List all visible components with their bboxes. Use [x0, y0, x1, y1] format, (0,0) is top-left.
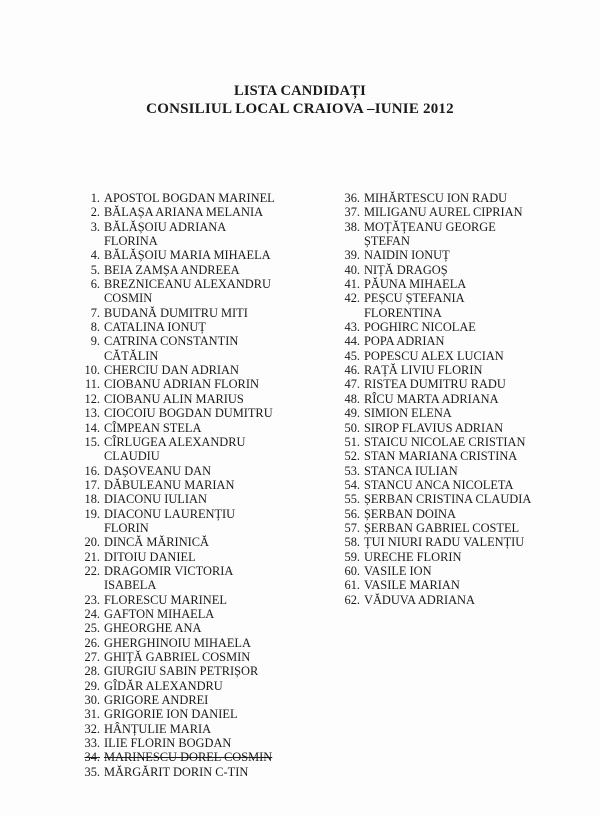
candidate-number: 4. — [90, 248, 100, 263]
candidate-name: RISTEA DUMITRU RADU — [364, 377, 506, 392]
candidate-row — [336, 564, 596, 578]
candidate-row — [76, 607, 338, 621]
candidate-number: 62. — [344, 592, 360, 607]
candidate-row — [336, 392, 596, 406]
candidate-name-continuation: ISABELA — [104, 578, 157, 593]
candidate-number: 8. — [90, 320, 100, 335]
candidate-row — [76, 191, 338, 205]
candidate-name: NIȚĂ DRAGOȘ — [364, 262, 448, 277]
candidate-row — [336, 363, 596, 377]
candidate-name: ȘERBAN DOINA — [364, 506, 456, 521]
candidate-number: 7. — [90, 305, 100, 320]
candidate-row — [336, 191, 596, 205]
candidate-row — [336, 449, 596, 463]
candidate-row — [76, 377, 338, 391]
candidate-number: 37. — [344, 205, 360, 220]
candidate-number: 43. — [344, 320, 360, 335]
candidate-name: ȘERBAN CRISTINA CLAUDIA — [364, 492, 532, 507]
candidate-number: 33. — [84, 736, 100, 751]
candidate-number: 40. — [344, 262, 360, 277]
candidate-row — [76, 220, 338, 234]
candidate-row — [76, 277, 338, 291]
candidate-number: 44. — [344, 334, 360, 349]
candidate-row — [76, 693, 338, 707]
candidate-number: 17. — [84, 477, 100, 492]
candidate-row — [76, 636, 338, 650]
candidate-number: 36. — [344, 191, 360, 205]
candidate-row — [76, 306, 338, 320]
candidate-name: GIURGIU SABIN PETRIȘOR — [104, 664, 259, 679]
candidate-row — [336, 377, 596, 391]
candidate-name: DITOIU DANIEL — [104, 549, 196, 564]
candidate-row — [76, 263, 338, 277]
candidate-row — [336, 507, 596, 521]
candidate-name: GHEORGHE ANA — [104, 621, 202, 636]
candidate-list-right — [336, 191, 596, 607]
candidate-row — [76, 664, 338, 678]
candidate-name: MARINESCU DOREL COSMIN — [104, 750, 273, 765]
candidate-name: PEȘCU ȘTEFANIA — [364, 291, 465, 306]
candidate-number: 38. — [344, 219, 360, 234]
candidate-number: 23. — [84, 592, 100, 607]
document-subtitle: CONSILIUL LOCAL CRAIOVA –IUNIE 2012 — [146, 101, 454, 117]
candidate-number: 52. — [344, 449, 360, 464]
candidate-row — [336, 220, 596, 234]
candidate-name: CATRINA CONSTANTIN — [104, 334, 239, 349]
candidate-number: 13. — [84, 406, 100, 421]
candidate-name: MOȚĂȚEANU GEORGE — [364, 219, 496, 234]
candidate-row — [336, 550, 596, 564]
candidate-row — [336, 535, 596, 549]
candidate-name: BĂLAȘA ARIANA MELANIA — [104, 205, 264, 220]
candidate-name: VASILE ION — [364, 563, 432, 578]
candidate-name: CIOBANU ALIN MARIUS — [104, 391, 244, 406]
candidate-name-continuation: CĂTĂLIN — [104, 348, 159, 363]
candidate-name: GAFTON MIHAELA — [104, 606, 215, 621]
candidate-number: 34. — [84, 750, 100, 765]
candidate-number: 39. — [344, 248, 360, 263]
candidate-name: HÂNȚULIE MARIA — [104, 721, 212, 736]
candidate-name: BĂLĂȘOIU MARIA MIHAELA — [104, 248, 271, 263]
candidate-name: GRIGORE ANDREI — [104, 693, 209, 708]
candidate-name: POPA ADRIAN — [364, 334, 445, 349]
candidate-number: 25. — [84, 621, 100, 636]
candidate-row — [336, 205, 596, 219]
candidate-row — [76, 478, 338, 492]
candidate-name: CIOBANU ADRIAN FLORIN — [104, 377, 259, 392]
candidate-number: 10. — [84, 363, 100, 378]
candidate-number: 35. — [84, 764, 100, 779]
candidate-name: FLORESCU MARINEL — [104, 592, 227, 607]
candidate-row — [336, 406, 596, 420]
candidate-number: 55. — [344, 492, 360, 507]
candidate-number: 48. — [344, 391, 360, 406]
candidate-row — [76, 406, 338, 420]
candidate-row — [336, 248, 596, 262]
candidate-name: ȘERBAN GABRIEL COSTEL — [364, 520, 520, 535]
candidate-number: 31. — [84, 707, 100, 722]
candidate-name: BREZNICEANU ALEXANDRU — [104, 277, 271, 292]
candidate-number: 49. — [344, 406, 360, 421]
candidate-row — [76, 363, 338, 377]
candidate-name: RAȚĂ LIVIU FLORIN — [364, 363, 483, 378]
candidate-row — [76, 707, 338, 721]
candidate-name: RÎCU MARTA ADRIANA — [364, 391, 499, 406]
candidate-row — [76, 765, 338, 779]
candidate-number: 41. — [344, 277, 360, 292]
candidate-number: 42. — [344, 291, 360, 306]
candidate-number: 22. — [84, 563, 100, 578]
candidate-number: 5. — [90, 262, 100, 277]
candidate-row — [336, 421, 596, 435]
candidate-row — [336, 334, 596, 348]
candidate-number: 9. — [90, 334, 100, 349]
document-title: LISTA CANDIDAȚI — [233, 83, 367, 99]
candidate-name: STANCA IULIAN — [364, 463, 458, 478]
candidate-number: 12. — [84, 391, 100, 406]
candidate-number: 54. — [344, 477, 360, 492]
candidate-number: 53. — [344, 463, 360, 478]
candidate-row — [76, 435, 338, 449]
candidate-name: BUDANĂ DUMITRU MITI — [104, 305, 248, 320]
candidate-row — [76, 464, 338, 478]
candidate-number: 28. — [84, 664, 100, 679]
candidate-name-continuation: ȘTEFAN — [364, 234, 410, 249]
candidate-number: 24. — [84, 606, 100, 621]
candidate-number: 2. — [90, 205, 100, 220]
candidate-name: BĂLĂȘOIU ADRIANA — [104, 219, 227, 234]
candidate-row — [76, 650, 338, 664]
candidate-number: 51. — [344, 434, 360, 449]
candidate-row — [76, 334, 338, 348]
candidate-row — [336, 521, 596, 535]
candidate-row — [76, 205, 338, 219]
candidate-number: 29. — [84, 678, 100, 693]
candidate-number: 18. — [84, 492, 100, 507]
candidate-name: GHERGHINOIU MIHAELA — [104, 635, 251, 650]
candidate-row — [76, 722, 338, 736]
candidate-name: DRAGOMIR VICTORIA — [104, 563, 234, 578]
candidate-name: DIACONU LAURENȚIU — [104, 506, 236, 521]
candidate-row — [76, 750, 338, 764]
candidate-row — [336, 435, 596, 449]
candidate-name: SIROP FLAVIUS ADRIAN — [364, 420, 504, 435]
candidate-number: 30. — [84, 693, 100, 708]
candidate-row — [76, 507, 338, 521]
candidate-number: 60. — [344, 563, 360, 578]
candidate-row — [336, 263, 596, 277]
candidate-row — [76, 535, 338, 549]
candidate-name: GÎDĂR ALEXANDRU — [104, 678, 223, 693]
candidate-name: GHIȚĂ GABRIEL COSMIN — [104, 650, 251, 664]
candidate-row — [76, 621, 338, 635]
candidate-name: APOSTOL BOGDAN MARINEL — [104, 191, 275, 205]
candidate-name: DĂBULEANU MARIAN — [104, 477, 235, 492]
candidate-number: 20. — [84, 535, 100, 550]
candidate-number: 47. — [344, 377, 360, 392]
candidate-row — [76, 492, 338, 506]
candidate-row — [336, 320, 596, 334]
candidate-name: SIMION ELENA — [364, 406, 452, 421]
candidate-name: GRIGORIE ION DANIEL — [104, 707, 238, 722]
candidate-name: CATALINA IONUȚ — [104, 320, 206, 335]
candidate-name: URECHE FLORIN — [364, 549, 462, 564]
candidate-row — [336, 492, 596, 506]
candidate-name: STAN MARIANA CRISTINA — [364, 449, 518, 464]
candidate-row — [76, 248, 338, 262]
candidate-number: 19. — [84, 506, 100, 521]
candidate-number: 58. — [344, 535, 360, 550]
candidate-name-continuation: COSMIN — [104, 291, 153, 306]
candidate-row — [336, 593, 596, 607]
candidate-name: CÎRLUGEA ALEXANDRU — [104, 434, 246, 449]
candidate-name: MĂRGĂRIT DORIN C-TIN — [104, 764, 249, 779]
candidate-name: STAICU NICOLAE CRISTIAN — [364, 434, 526, 449]
candidate-name: ILIE FLORIN BOGDAN — [104, 736, 232, 751]
candidate-number: 56. — [344, 506, 360, 521]
candidate-number: 57. — [344, 520, 360, 535]
candidate-name: NAIDIN IONUȚ — [364, 248, 450, 263]
candidate-name: CÎMPEAN STELA — [104, 420, 202, 435]
candidate-name: CHERCIU DAN ADRIAN — [104, 363, 239, 378]
candidate-row — [76, 736, 338, 750]
candidate-number: 27. — [84, 650, 100, 664]
candidate-row — [336, 464, 596, 478]
candidate-name-continuation: CLAUDIU — [104, 449, 160, 464]
candidate-number: 21. — [84, 549, 100, 564]
candidate-row — [76, 593, 338, 607]
candidate-name: BEIA ZAMȘA ANDREEA — [104, 262, 240, 277]
candidate-name: DAȘOVEANU DAN — [104, 463, 212, 478]
candidate-name: DIACONU IULIAN — [104, 492, 207, 507]
candidate-number: 46. — [344, 363, 360, 378]
candidate-name: POGHIRC NICOLAE — [364, 320, 476, 335]
candidate-number: 14. — [84, 420, 100, 435]
candidate-number: 16. — [84, 463, 100, 478]
candidate-row — [76, 564, 338, 578]
candidate-name: STANCU ANCA NICOLETA — [364, 477, 514, 492]
candidate-row — [76, 550, 338, 564]
candidate-name: MILIGANU AUREL CIPRIAN — [364, 205, 523, 220]
candidate-name-continuation: FLORINA — [104, 234, 158, 249]
candidate-row — [336, 349, 596, 363]
candidate-number: 11. — [84, 377, 100, 392]
candidate-name: MIHĂRTESCU ION RADU — [364, 191, 508, 205]
candidate-number: 50. — [344, 420, 360, 435]
candidate-row — [336, 291, 596, 305]
candidate-number: 3. — [90, 219, 100, 234]
candidate-number: 15. — [84, 434, 100, 449]
candidate-number: 59. — [344, 549, 360, 564]
candidate-number: 61. — [344, 578, 360, 593]
candidate-name: DINCĂ MĂRINICĂ — [104, 535, 209, 550]
candidate-row — [76, 392, 338, 406]
candidate-name: POPESCU ALEX LUCIAN — [364, 348, 504, 363]
candidate-list-left — [76, 191, 338, 779]
candidate-name: ȚUI NIURI RADU VALENȚIU — [364, 535, 525, 550]
candidate-row — [336, 277, 596, 291]
candidate-number: 26. — [84, 635, 100, 650]
candidate-name: VĂDUVA ADRIANA — [364, 592, 475, 607]
candidate-row — [336, 578, 596, 592]
candidate-row — [336, 478, 596, 492]
candidate-number: 32. — [84, 721, 100, 736]
candidate-number: 1. — [90, 191, 100, 205]
candidate-name-continuation: FLORIN — [104, 520, 149, 535]
candidate-name: VASILE MARIAN — [364, 578, 460, 593]
candidate-name: CIOCOIU BOGDAN DUMITRU — [104, 406, 273, 421]
candidate-number: 6. — [90, 277, 100, 292]
candidate-row — [76, 679, 338, 693]
candidate-row — [76, 421, 338, 435]
candidate-row — [76, 320, 338, 334]
candidate-number: 45. — [344, 348, 360, 363]
candidate-name: PĂUNA MIHAELA — [364, 277, 467, 292]
candidate-name-continuation: FLORENTINA — [364, 305, 442, 320]
